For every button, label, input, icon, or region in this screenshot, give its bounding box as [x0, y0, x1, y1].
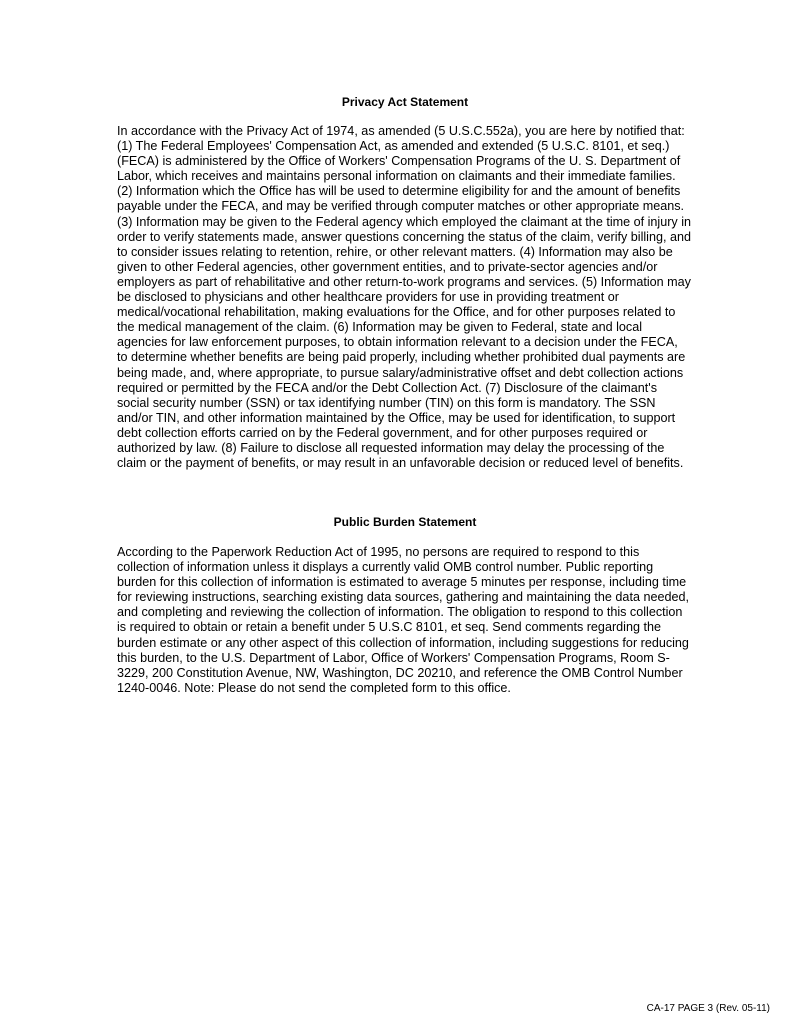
- public-burden-body: According to the Paperwork Reduction Act of 1995, no persons are required to respond to this collection of information unless it displays a currently valid OMB control number. Public reporting burden for this collection of information is estimated to average 5 minutes per response, including time for reviewing instructions, searching existing data sources, gathering and maintaining the data needed, and completing and reviewing the collection of information. The obligation to respond to this collection is required to obtain or retain a benefit under 5 U.S.C 8101, et seq. Send comments regarding the burden estimate or any other aspect of this collection of information, including suggestions for reducing this burden, to the U.S. Department of Labor, Office of Workers' Compensation Programs, Room S-3229, 200 Constitution Avenue, NW, Washington, DC 20210, and reference the OMB Control Number 1240-0046. Note: Please do not send the completed form to this office.: [117, 545, 689, 695]
- public-burden-title: Public Burden Statement: [333, 515, 477, 529]
- form-footer: CA-17 PAGE 3 (Rev. 05-11): [646, 1003, 770, 1014]
- privacy-act-body: In accordance with the Privacy Act of 1974, as amended (5 U.S.C.552a), you are here by notified that: (1) The Federal Employees' Compensation Act, as amended and extended (5 U.S.C. 8101, et seq.) (FECA) is administered by the Office of Workers' Compensation Programs of the U. S. Department of Labor, which receives and maintains personal information on claimants and their immediate families. (2) Information which the Office has will be used to determine eligibility for and the amount of benefits payable under the FECA, and may be verified through computer matches or other appropriate means. (3) Information may be given to the Federal agency which employed the claimant at the time of injury in order to verify statements made, answer questions concerning the status of the claim, verify billing, and to consider issues relating to retention, rehire, or other relevant matters. (4) Information may also be given to other Federal agencies, other government entities, and to private-sector agencies and/or employers as part of rehabilitative and other return-to-work programs and services. (5) Information may be disclosed to physicians and other healthcare providers for use in providing treatment or medical/vocational rehabilitation, making evaluations for the Office, and for other purposes related to the medical management of the claim. (6) Information may be given to Federal, state and local agencies for law enforcement purposes, to obtain information relevant to a decision under the FECA, to determine whether benefits are being paid properly, including whether prohibited dual payments are being made, and, where appropriate, to pursue salary/administrative offset and debt collection actions required or permitted by the FECA and/or the Debt Collection Act. (7) Disclosure of the claimant's social security number (SSN) or tax identifying number (TIN) on this form is mandatory. The SSN and/or TIN, and other information maintained by the Office, may be used for identification, to support debt collection efforts carried on by the Federal government, and for other purposes required or authorized by law. (8) Failure to disclose all requested information may delay the processing of the claim or the payment of benefits, or may result in an unfavorable decision or reduced level of benefits.: [117, 124, 692, 471]
- privacy-act-title: Privacy Act Statement: [341, 95, 469, 109]
